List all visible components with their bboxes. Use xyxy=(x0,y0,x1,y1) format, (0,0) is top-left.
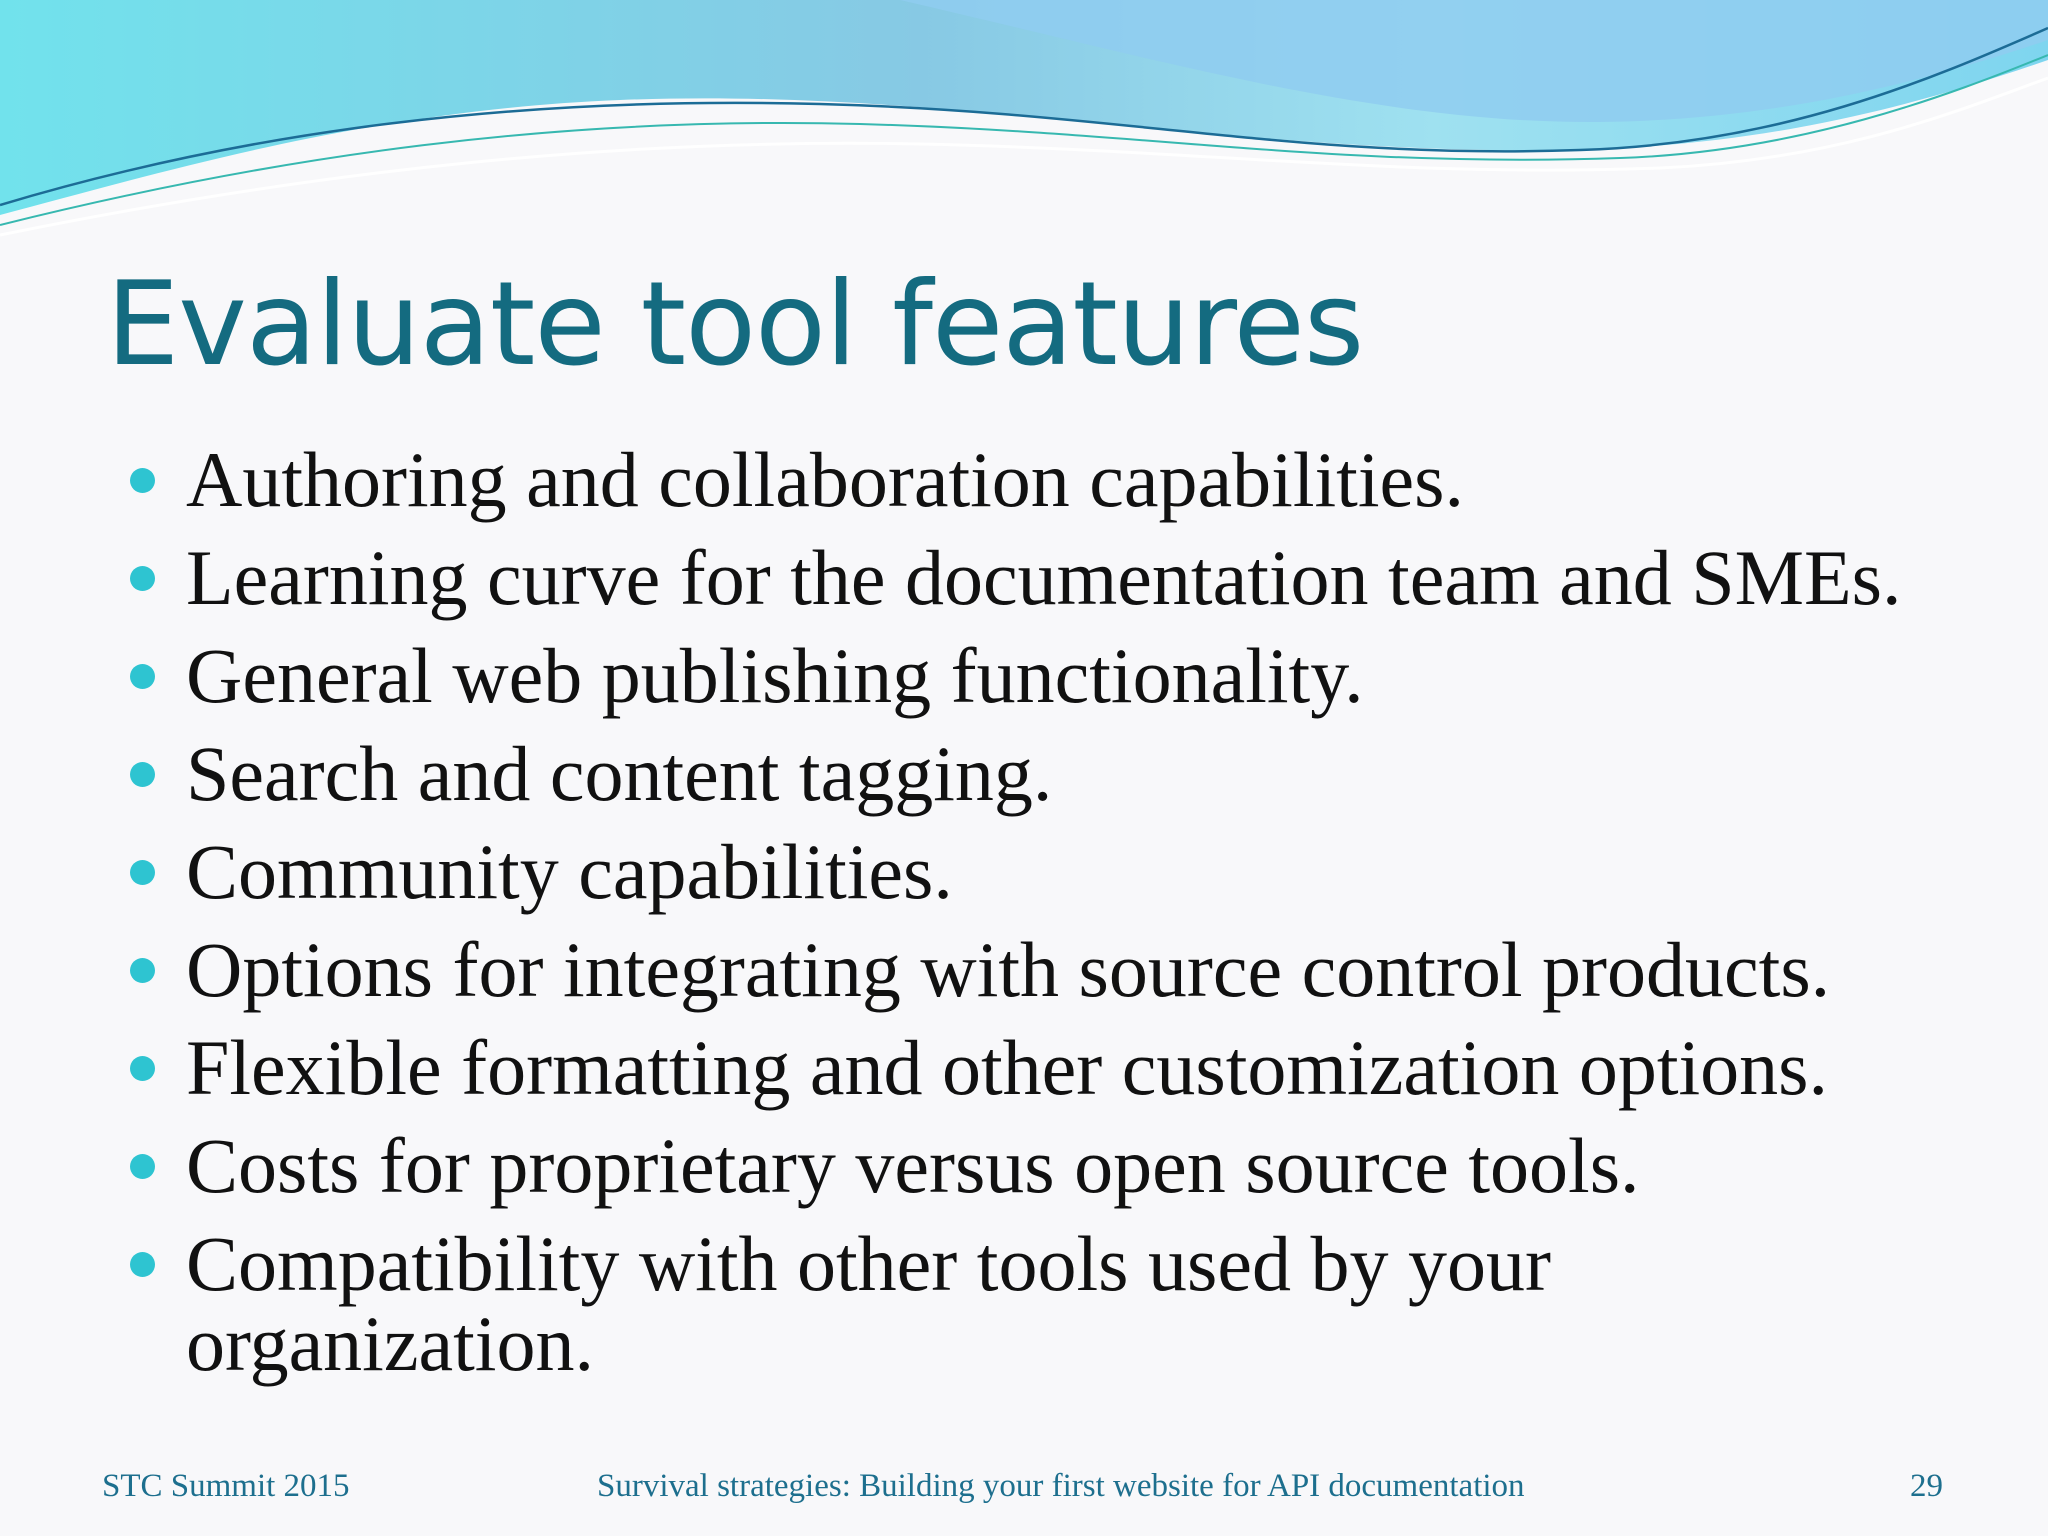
bullet-text: Compatibility with other tools used by your organization. xyxy=(186,1220,1551,1387)
bullet-text: Learning curve for the documentation team and SMEs. xyxy=(186,534,1902,621)
bullet-dot-icon xyxy=(130,1154,155,1179)
bullet-dot-icon xyxy=(130,762,155,787)
bullet-dot-icon xyxy=(130,1056,155,1081)
bullet-item xyxy=(128,436,1988,523)
bullet-item xyxy=(128,1024,1988,1111)
footer-presentation-title: Survival strategies: Building your first website for API documentation xyxy=(597,1468,1525,1504)
bullet-item xyxy=(128,1122,1988,1209)
bullet-text: Community capabilities. xyxy=(186,828,953,915)
bullet-text: Authoring and collaboration capabilities. xyxy=(186,436,1464,523)
top-wave-decoration xyxy=(0,0,2048,240)
bullet-item xyxy=(128,828,1988,915)
bullet-text: General web publishing functionality. xyxy=(186,632,1364,719)
bullet-item xyxy=(128,730,1988,817)
bullet-item xyxy=(128,632,1988,719)
bullet-dot-icon xyxy=(130,860,155,885)
bullet-dot-icon xyxy=(130,566,155,591)
bullet-text: Options for integrating with source control products. xyxy=(186,926,1831,1013)
bullet-item xyxy=(128,1220,1686,1387)
footer-conference: STC Summit 2015 xyxy=(102,1468,350,1504)
bullet-item xyxy=(128,926,1988,1013)
bullet-text: Costs for proprietary versus open source tools. xyxy=(186,1122,1640,1209)
bullet-dot-icon xyxy=(130,664,155,689)
bullet-text: Flexible formatting and other customization options. xyxy=(186,1024,1829,1111)
bullet-dot-icon xyxy=(130,468,155,493)
bullet-dot-icon xyxy=(130,958,155,983)
bullet-dot-icon xyxy=(130,1252,155,1277)
bullet-item xyxy=(128,534,1988,621)
slide-title: Evaluate tool features xyxy=(106,257,1364,392)
bullet-text: Search and content tagging. xyxy=(186,730,1053,817)
bullet-list xyxy=(128,436,1988,1387)
slide-number: 29 xyxy=(1910,1468,1943,1504)
